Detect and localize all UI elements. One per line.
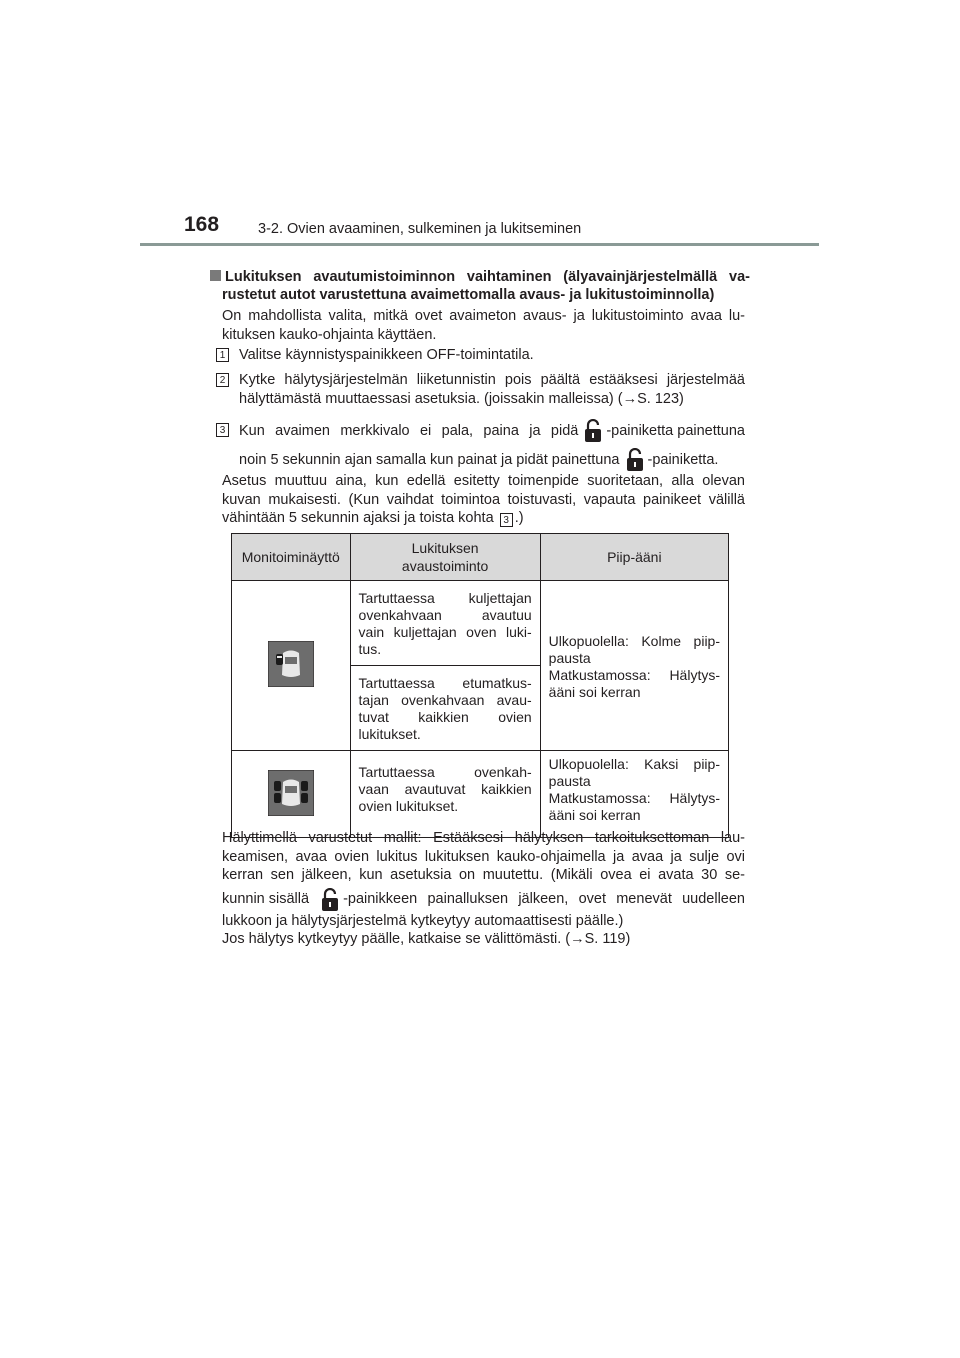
- heading-line-2: rustetut autot varustettuna avaimettomalla avaus- ja lukitustoiminnolla): [222, 287, 715, 303]
- unlock-button-icon: [626, 448, 644, 472]
- car-driver-door-icon: [268, 641, 314, 687]
- step-2-line-1: Kytke hälytysjärjestelmän liiketunnistin pois päältä estääksesi järjestelmää: [239, 372, 745, 388]
- table-row: [232, 751, 729, 838]
- footer-line-1: Hälyttimellä varustetut mallit: Estääksesi hälytyksen tarkoituksettoman lau-: [222, 830, 745, 846]
- action-1a-line: Tartuttaessa kuljettajan: [358, 590, 532, 606]
- beep-cell-2: [540, 751, 728, 838]
- after-steps-paragraph: [222, 472, 745, 528]
- step-3-line-2b: -painiketta.: [647, 451, 719, 468]
- step-1-text: Valitse käynnistyspainikkeen OFF-toimintatila.: [239, 347, 534, 363]
- beep-2-line: ääni soi kerran: [548, 807, 641, 823]
- footer-paragraph: [222, 829, 745, 949]
- footer-line-2: keamisen, avaa ovien lukitus lukituksen kauko-ohjaimella ja avaa ja sulje ovi: [222, 848, 745, 865]
- step-3-line-1a: Kun avaimen merkkivalo ei pala, paina ja pidä: [239, 422, 579, 439]
- intro-line-1: On mahdollista valita, mitkä ovet avaimeton avaus- ja lukitustoiminto avaa lu-: [222, 308, 745, 324]
- action-1a-line: ovenkahvaan avautuu: [358, 607, 532, 623]
- action-1a-line: tus.: [358, 641, 382, 657]
- after-line-2: kuvan mukaisesti. (Kun vaihdat toimintoa toistuvasti, vapauta painikeet välillä: [222, 491, 745, 508]
- step-3-line-1b: -painiketta painettuna: [606, 422, 745, 439]
- beep-1-line: Matkustamossa: Hälytys-: [548, 666, 720, 683]
- action-1b-line: Tartuttaessa etumatkus-: [358, 675, 532, 691]
- step-2-text: [239, 371, 745, 408]
- heading-line-1: Lukituksen avautumistoiminnon vaihtaminen (älyavainjärjestelmällä va-: [225, 269, 750, 285]
- step-badge-2: 2: [216, 373, 229, 387]
- bullet-square-icon: [210, 270, 221, 281]
- col-header-unlock-function: Lukituksen avaustoiminto: [350, 534, 540, 581]
- table-header-row: [232, 534, 729, 581]
- intro-line-2: kituksen kauko-ohjainta käyttäen.: [222, 326, 437, 343]
- footer-line-5: lukkoon ja hälytysjärjestelmä kytkeytyy automaattisesti päälle.): [222, 912, 624, 929]
- table-row: [232, 581, 729, 666]
- display-cell-1: [232, 581, 351, 751]
- action-2-line: Tartuttaessa ovenkah-: [358, 764, 532, 780]
- unlock-button-icon: [584, 419, 602, 443]
- footer-line-4b: -painikkeen painalluksen jälkeen, ovet menevät uudelleen: [343, 891, 745, 908]
- col-header-display: Monitoiminäyttö: [232, 534, 351, 581]
- beep-cell-1: [540, 581, 728, 751]
- action-1b-line: tajan ovenkahvaan avau-: [358, 692, 532, 708]
- footer-line-6: Jos hälytys kytkeytyy päälle, katkaise se välittömästi. (→S. 119): [222, 931, 631, 947]
- action-2-line: ovien lukitukset.: [358, 798, 459, 814]
- after-line-1: Asetus muuttuu aina, kun edellä esitetty toimenpide suoritetaan, alla olevan: [222, 473, 745, 489]
- unlock-button-icon: [321, 888, 339, 912]
- beep-2-line: Matkustamossa: Hälytys-: [548, 790, 720, 806]
- action-cell-1b: [350, 666, 540, 751]
- after-line-3b: .): [514, 510, 524, 526]
- beep-2-line: pausta: [548, 773, 591, 789]
- after-line-3a: vähintään 5 sekunnin ajaksi ja toista kohta: [222, 510, 494, 526]
- beep-2-line: Ulkopuolella: Kaksi piip-: [548, 756, 720, 772]
- beep-1-line: pausta: [548, 649, 591, 666]
- step-3-line-2a: noin 5 sekunnin ajan samalla kun painat ja pidät painettuna: [239, 451, 620, 468]
- beep-1-line: ääni soi kerran: [548, 683, 641, 700]
- after-line-3: [222, 509, 745, 528]
- col-header-beep: Piip-ääni: [540, 534, 728, 581]
- display-cell-2: [232, 751, 351, 838]
- action-cell-2: [350, 751, 540, 838]
- action-cell-1a: [350, 581, 540, 666]
- footer-line-4a: kunnin sisällä: [222, 891, 310, 908]
- action-2-line: vaan avautuvat kaikkien: [358, 781, 532, 797]
- action-1b-line: lukitukset.: [358, 726, 421, 742]
- car-all-doors-icon: [268, 770, 314, 816]
- step-ref-badge: 3: [500, 513, 513, 527]
- section-heading: [210, 268, 750, 304]
- step-badge-1: 1: [216, 348, 229, 362]
- step-3-text: [239, 419, 745, 472]
- step-2-line-2: hälyttämästä muuttaessasi asetuksia. (joissakin malleissa) (→S. 123): [239, 390, 684, 407]
- step-badge-3: 3: [216, 423, 229, 437]
- chapter-title: 3-2. Ovien avaaminen, sulkeminen ja lukitseminen: [258, 221, 582, 237]
- settings-table: [231, 533, 729, 838]
- footer-line-3: kerran sen jälkeen, kun asetuksia on muutettu. (Mikäli ovea ei avata 30 se-: [222, 867, 745, 883]
- beep-1-line: Ulkopuolella: Kolme piip-: [548, 632, 720, 649]
- action-1a-line: vain kuljettajan oven luki-: [358, 624, 532, 640]
- page-number: 168: [184, 213, 220, 236]
- action-1b-line: tuvat kaikkien ovien: [358, 709, 532, 725]
- header-rule: [140, 243, 819, 246]
- intro-paragraph: [222, 307, 745, 344]
